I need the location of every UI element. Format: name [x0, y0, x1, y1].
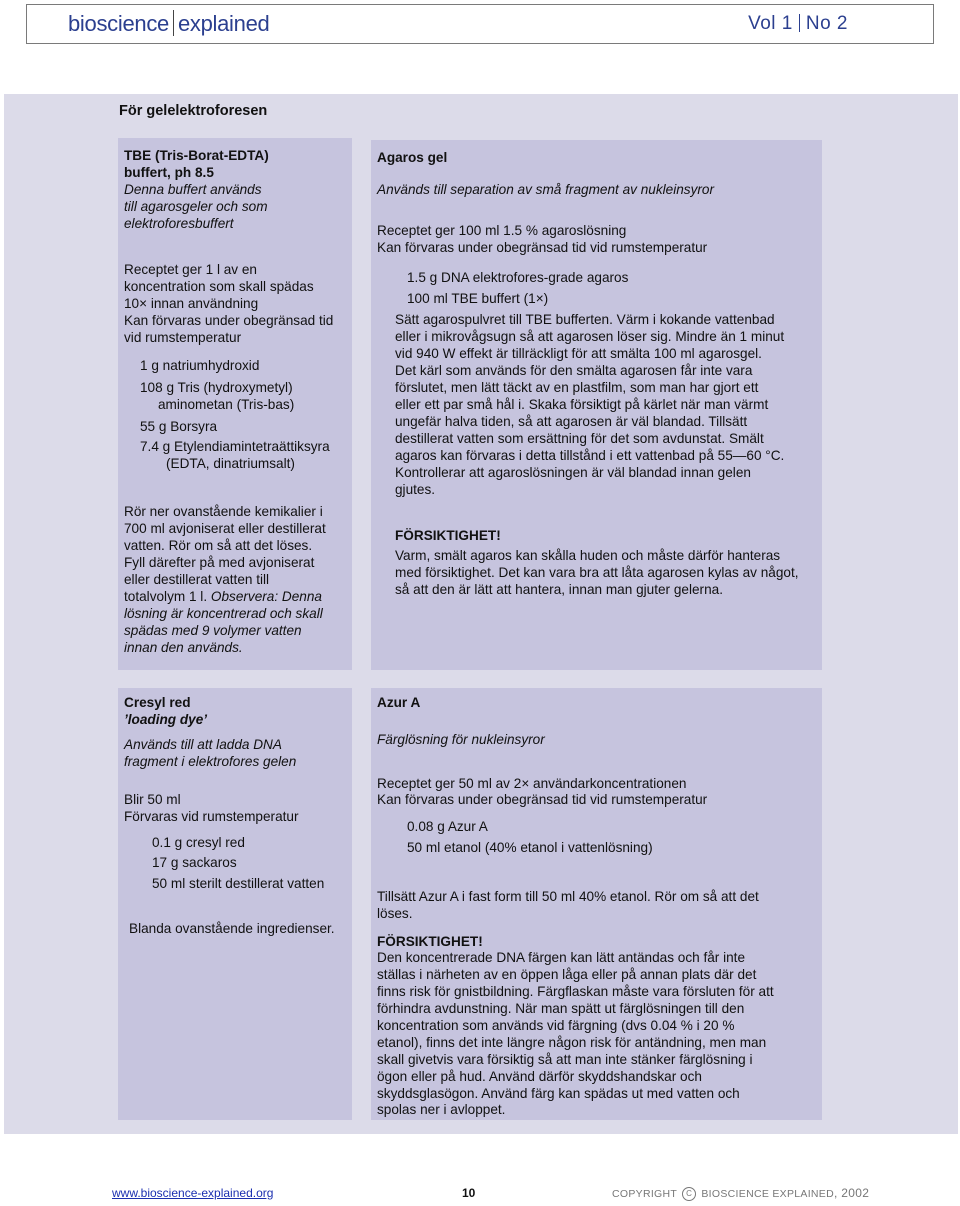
agaros-warning-title: FÖRSIKTIGHET!: [395, 528, 501, 543]
tbe-observe: Observera: Denna: [210, 589, 322, 604]
tbe-title-line2: buffert, ph 8.5: [124, 165, 214, 180]
azur-instruction-1: Tillsätt Azur A i fast form till 50 ml 40% etanol. Rör om så att det: [377, 889, 759, 904]
agaros-warning-2: med försiktighet. Det kan vara bra att låta agarosen kylas av något,: [395, 565, 799, 580]
tbe-observe-1: lösning är koncentrerad och skall: [124, 606, 323, 621]
azur-title: Azur A: [377, 695, 421, 710]
cresyl-info-2: Förvaras vid rumstemperatur: [124, 809, 299, 824]
copyright-notice: [612, 1186, 869, 1201]
azur-warning-5: koncentration som används vid färgning (dvs 0.04 % i 20 %: [377, 1018, 735, 1033]
tbe-instr-6-text: totalvolym 1 l.: [124, 589, 208, 604]
cresyl-desc-2: fragment i elektrofores gelen: [124, 754, 297, 769]
tbe-instr-6: [124, 589, 322, 606]
tbe-instr-2: 700 ml avjoniserat eller destillerat: [124, 521, 326, 536]
brand-part2: explained: [177, 11, 270, 36]
azur-warning-7: skall givetvis vara försiktig så att man inte stänker färglösning i: [377, 1052, 753, 1067]
brand-part1: bioscience: [68, 11, 169, 36]
azur-warning-9: skyddsglasögon. Använd färg kan spädas ut med vatten och: [377, 1086, 740, 1101]
cresyl-desc-1: Används till att ladda DNA: [124, 737, 282, 752]
agaros-title: Agaros gel: [377, 150, 448, 165]
cresyl-title-line2: ’loading dye’: [124, 712, 208, 727]
azur-warning-4: förhindra avdunstning. När man spätt ut färglösningen till den: [377, 1001, 745, 1016]
copyright-org: BIOSCIENCE EXPLAINED: [701, 1188, 834, 1200]
azur-info-2: Kan förvaras under obegränsad tid vid rumstemperatur: [377, 792, 708, 807]
azur-info-1: Receptet ger 50 ml av 2× användarkoncentrationen: [377, 776, 687, 791]
tbe-ingredient-4b: (EDTA, dinatriumsalt): [166, 456, 295, 471]
agaros-warning-3: så att den är lätt att hantera, innan man gjuter gelerna.: [395, 582, 723, 597]
tbe-info-3: 10× innan användning: [124, 296, 259, 311]
azur-warning-2: ställas i närheten av en öppen låga eller på annan plats där det: [377, 967, 757, 982]
cresyl-ingredient-1: 0.1 g cresyl red: [152, 835, 245, 850]
agaros-instr-6: eller ett par små hål i. Skaka försiktigt på kärlet när man värmt: [395, 397, 769, 412]
azur-instruction-2: löses.: [377, 906, 413, 921]
cresyl-info-1: Blir 50 ml: [124, 792, 181, 807]
copyright-icon: C: [682, 1187, 696, 1201]
tbe-ingredient-4: 7.4 g Etylendiamintetraättiksyra: [140, 439, 330, 454]
tbe-observe-3: innan den används.: [124, 640, 243, 655]
cresyl-ingredient-2: 17 g sackaros: [152, 855, 237, 870]
agaros-warning-1: Varm, smält agaros kan skålla huden och måste därför hanteras: [395, 548, 781, 563]
agaros-info-1: Receptet ger 100 ml 1.5 % agaroslösning: [377, 223, 627, 238]
azur-warning-8: ögon eller på hud. Använd därför skyddshandskar och: [377, 1069, 702, 1084]
tbe-instr-5: eller destillerat vatten till: [124, 572, 270, 587]
tbe-recipe-box: [118, 138, 352, 670]
cresyl-recipe-box: [118, 688, 352, 1120]
tbe-title-line1: TBE (Tris-Borat-EDTA): [124, 148, 269, 163]
agaros-instr-2: eller i mikrovågsugn så att agarosen löser sig. Mindre än 1 minut: [395, 329, 785, 344]
tbe-info-4: Kan förvaras under obegränsad tid: [124, 313, 334, 328]
tbe-instr-1: Rör ner ovanstående kemikalier i: [124, 504, 323, 519]
tbe-instr-3: vatten. Rör om så att det löses.: [124, 538, 313, 553]
copyright-prefix: COPYRIGHT: [612, 1188, 677, 1200]
agaros-instr-4: Det kärl som används för den smälta agarosen får inte vara: [395, 363, 753, 378]
tbe-ingredient-2: 108 g Tris (hydroxymetyl): [140, 380, 293, 395]
agaros-instr-7: ungefär halva tiden, så att agarosen är väl blandad. Tillsätt: [395, 414, 748, 429]
tbe-ingredient-1: 1 g natriumhydroxid: [140, 358, 260, 373]
agaros-instr-11: gjutes.: [395, 482, 436, 497]
copyright-year: , 2002: [834, 1186, 870, 1200]
tbe-ingredient-2b: aminometan (Tris-bas): [158, 397, 295, 412]
agaros-instr-10: Kontrollerar att agaroslösningen är väl blandad innan gelen: [395, 465, 751, 480]
number-label: No 2: [805, 13, 848, 34]
footer-website-link[interactable]: www.bioscience-explained.org: [112, 1186, 274, 1200]
azur-warning-title: FÖRSIKTIGHET!: [377, 934, 483, 949]
cresyl-ingredient-3: 50 ml sterilt destillerat vatten: [152, 876, 325, 891]
agaros-ingredient-2: 100 ml TBE buffert (1×): [407, 291, 549, 306]
azur-ingredient-2: 50 ml etanol (40% etanol i vattenlösning): [407, 840, 653, 855]
agaros-recipe-box: [371, 140, 822, 670]
tbe-desc-2: till agarosgeler och som: [124, 199, 268, 214]
brand-divider: [173, 10, 174, 36]
tbe-ingredient-3: 55 g Borsyra: [140, 419, 218, 434]
azur-ingredient-1: 0.08 g Azur A: [407, 819, 488, 834]
agaros-instr-3: vid 940 W effekt är tillräckligt för att smälta 100 ml agarosgel.: [395, 346, 762, 361]
agaros-info-2: Kan förvaras under obegränsad tid vid rumstemperatur: [377, 240, 708, 255]
issue-label: [748, 13, 848, 35]
agaros-instr-5: förslutet, men lätt täckt av en plastfilm, som man har gjort ett: [395, 380, 759, 395]
cresyl-title-line1: Cresyl red: [124, 695, 191, 710]
volume-label: Vol 1: [748, 13, 793, 34]
agaros-instr-1: Sätt agarospulvret till TBE bufferten. Värm i kokande vattenbad: [395, 312, 775, 327]
issue-divider: [799, 14, 800, 32]
section-title: För gelelektroforesen: [119, 103, 268, 119]
azur-warning-1: Den koncentrerade DNA färgen kan lätt antändas och får inte: [377, 950, 746, 965]
azur-recipe-box: [371, 688, 822, 1120]
agaros-instr-8: destillerat vatten som ersättning för det som avdunstat. Smält: [395, 431, 764, 446]
tbe-desc-3: elektroforesbuffert: [124, 216, 234, 231]
azur-warning-6: etanol), finns det inte längre någon risk för antändning, men man: [377, 1035, 767, 1050]
azur-warning-10: spolas ner i avloppet.: [377, 1102, 506, 1117]
page-number: 10: [462, 1186, 476, 1200]
azur-subtitle: Färglösning för nukleinsyror: [377, 732, 545, 747]
tbe-desc-1: Denna buffert används: [124, 182, 262, 197]
tbe-instr-4: Fyll därefter på med avjoniserat: [124, 555, 315, 570]
azur-warning-3: finns risk för gnistbildning. Färgflaskan måste vara försluten för att: [377, 984, 774, 999]
tbe-observe-2: spädas med 9 volymer vatten: [124, 623, 302, 638]
tbe-info-1: Receptet ger 1 l av en: [124, 262, 257, 277]
agaros-instr-9: agaros kan förvaras i detta tillstånd i ett vattenbad på 55—60 °C.: [395, 448, 785, 463]
brand-logo: [68, 10, 269, 37]
tbe-info-5: vid rumstemperatur: [124, 330, 242, 345]
tbe-info-2: koncentration som skall spädas: [124, 279, 314, 294]
agaros-ingredient-1: 1.5 g DNA elektrofores-grade agaros: [407, 270, 629, 285]
agaros-subtitle: Används till separation av små fragment av nukleinsyror: [377, 182, 714, 197]
cresyl-instruction: Blanda ovanstående ingredienser.: [129, 921, 335, 936]
